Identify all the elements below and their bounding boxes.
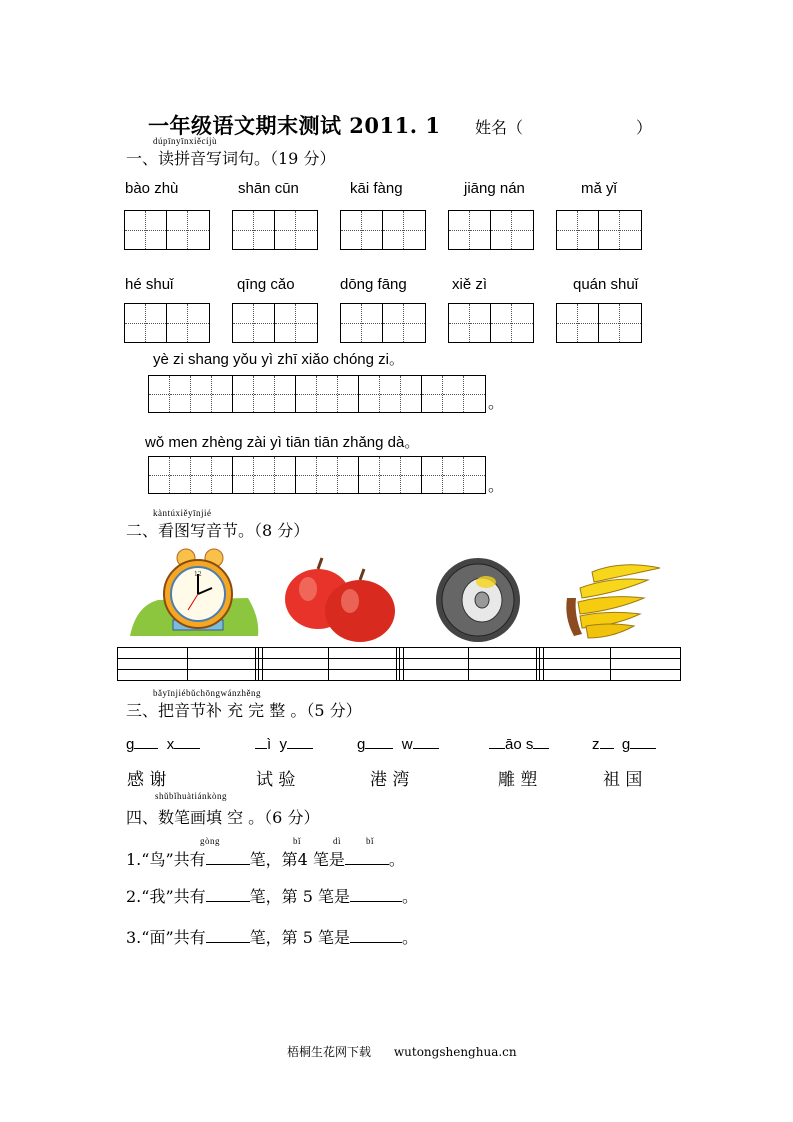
fill-blank[interactable] [592, 736, 656, 753]
pinyin-word: qīng cǎo [237, 276, 295, 293]
answer-blank[interactable] [350, 901, 402, 902]
blank-prefix: w [401, 736, 413, 753]
writing-grid[interactable] [124, 303, 210, 343]
writing-grid[interactable] [448, 210, 534, 250]
question-text: 笔，第 5 笔是 [249, 928, 350, 947]
section1-pinyin-ruby: dúpīnyīnxiěcíjù [153, 136, 217, 146]
question-text: 3.“面”共有 [126, 928, 206, 947]
section4-title: 四、数笔画填 空 。（6 分） [126, 808, 320, 827]
pinyin-word: jiāng nán [464, 180, 525, 197]
pinyin-writing-lines[interactable] [117, 647, 681, 681]
stroke-question-2 [126, 884, 418, 907]
sentence-writing-grid[interactable] [148, 375, 486, 413]
writing-grid[interactable] [556, 210, 642, 250]
pinyin-ruby: gòng [200, 836, 220, 846]
section1-title: 一、读拼音写词句。（19 分） [126, 149, 336, 168]
svg-text:12: 12 [194, 571, 202, 578]
section2-pinyin-ruby: kàntúxiěyīnjié [153, 508, 212, 518]
word-chars: 试 验 [256, 770, 296, 790]
pinyin-ruby: bǐ [366, 836, 375, 846]
pinyin-word: xiě zì [452, 276, 488, 293]
answer-blank[interactable] [345, 864, 389, 865]
writing-grid[interactable] [232, 210, 318, 250]
section2-title: 二、看图写音节。（8 分） [126, 521, 310, 540]
word-chars: 感 谢 [127, 770, 167, 790]
pinyin-word: quán shuǐ [573, 276, 639, 293]
pinyin-word: kāi fàng [350, 180, 403, 197]
period-mark: 。 [488, 476, 505, 495]
blank-prefix: g [126, 736, 135, 753]
stroke-question-1 [126, 847, 405, 870]
writing-grid[interactable] [232, 303, 318, 343]
section3-title: 三、把音节补 充 完 整 。（5 分） [126, 701, 362, 720]
blank-suffix: ì [267, 736, 272, 753]
pinyin-word: hé shuǐ [125, 276, 174, 293]
blank-prefix: g [621, 736, 631, 753]
stroke-question-3 [126, 925, 418, 948]
tire-image [432, 556, 524, 644]
answer-blank[interactable] [350, 942, 402, 943]
pinyin-ruby: bǐ [293, 836, 302, 846]
word-chars: 雕 塑 [498, 770, 538, 790]
answer-blank[interactable] [206, 864, 250, 865]
writing-grid[interactable] [448, 303, 534, 343]
name-close-paren: ） [636, 118, 653, 137]
writing-grid[interactable] [556, 303, 642, 343]
question-text: 。 [402, 887, 419, 906]
blank-prefix: x [166, 736, 175, 753]
section3-pinyin-ruby: bǎyīnjiébǔchōngwánzhěng [153, 688, 261, 698]
sentence-writing-grid[interactable] [148, 456, 486, 494]
blank-prefix: g [357, 736, 366, 753]
question-text: 。 [402, 928, 419, 947]
question-text: 。 [388, 850, 405, 869]
page-title: 一年级语文期末测试 2011. 1 [148, 113, 441, 138]
blank-prefix: z [592, 736, 600, 753]
question-text: 2.“我”共有 [126, 887, 206, 906]
fill-blank[interactable] [126, 736, 200, 753]
sentence-pinyin: wǒ men zhèng zài yì tiān tiān zhǎng dà。 [145, 434, 420, 451]
writing-grid[interactable] [340, 210, 426, 250]
pinyin-ruby: dì [333, 836, 342, 846]
pinyin-word: bào zhù [125, 180, 179, 197]
blank-prefix: s [525, 736, 534, 753]
blank-prefix: y [279, 736, 288, 753]
alarm-clock-image [128, 548, 260, 642]
section4-pinyin-ruby: shǔbǐhuàtiánkòng [155, 791, 227, 801]
blank-suffix: āo [505, 736, 522, 753]
bananas-image [562, 558, 662, 640]
pinyin-word: dōng fāng [340, 276, 407, 293]
pinyin-word: mǎ yǐ [581, 180, 617, 197]
period-mark: 。 [488, 393, 505, 412]
writing-grid[interactable] [124, 210, 210, 250]
footer-source: 梧桐生花网下载 wutongshenghua.cn [287, 1045, 517, 1059]
word-chars: 祖 国 [603, 770, 643, 790]
word-chars: 港 湾 [370, 770, 410, 790]
question-text: 笔，第 5 笔是 [249, 887, 350, 906]
name-label: 姓名（ [475, 118, 524, 137]
writing-grid[interactable] [340, 303, 426, 343]
question-text: 1.“鸟”共有 [126, 850, 206, 869]
pinyin-word: shān cūn [238, 180, 299, 197]
sentence-pinyin: yè zi shang yǒu yì zhī xiǎo chóng zi。 [153, 351, 404, 368]
answer-blank[interactable] [206, 901, 250, 902]
fill-blank[interactable] [489, 736, 549, 753]
fill-blank[interactable] [255, 736, 313, 753]
question-text: 笔，第4 笔是 [249, 850, 345, 869]
apples-image [280, 555, 400, 643]
fill-blank[interactable] [357, 736, 439, 753]
answer-blank[interactable] [206, 942, 250, 943]
